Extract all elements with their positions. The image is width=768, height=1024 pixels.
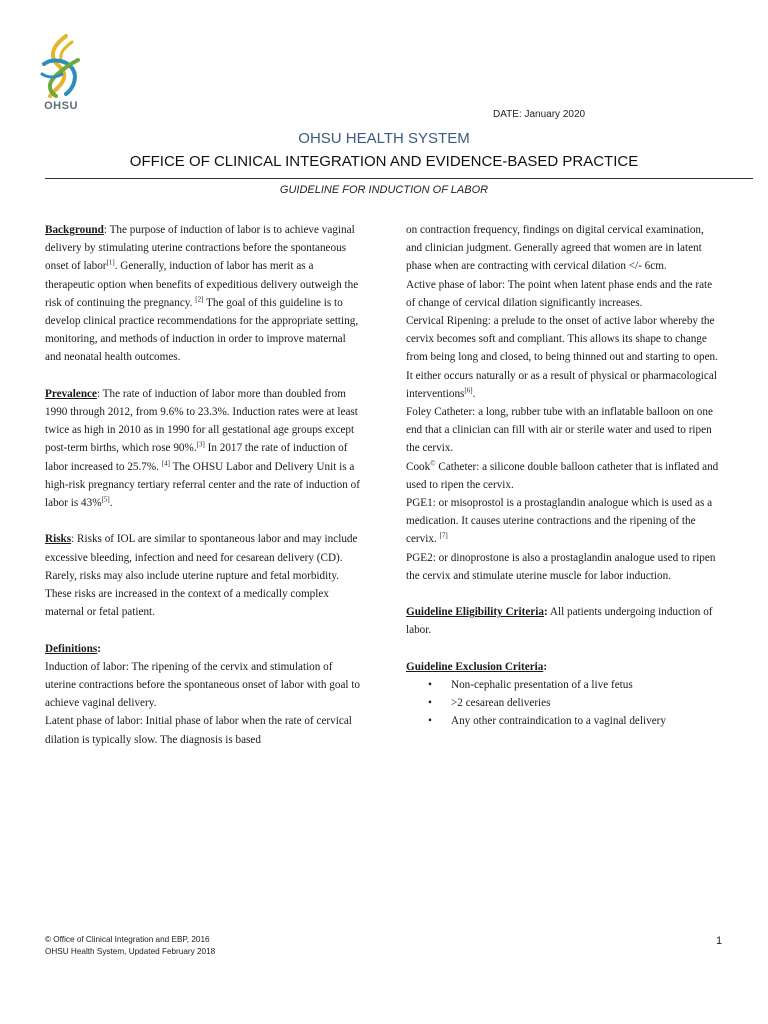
citation-3: [3] <box>196 440 205 449</box>
office-title: OFFICE OF CLINICAL INTEGRATION AND EVIDENCE-BASED PRACTICE <box>129 153 639 170</box>
prevalence-heading: Prevalence <box>45 387 97 400</box>
eligibility-heading: Guideline Eligibility Criteria <box>406 606 544 619</box>
definitions-heading-line <box>45 640 363 658</box>
cook-copyright-mark: © <box>430 458 436 467</box>
footer <box>45 934 215 958</box>
risks-heading: Risks <box>45 533 72 546</box>
eligibility-text: All patients undergoing induction of labor. <box>406 606 713 637</box>
exclusion-heading: Guideline Exclusion Criteria <box>406 660 544 673</box>
ohsu-logo-mark-icon <box>36 34 86 100</box>
list-item <box>406 694 722 712</box>
definition-latent-phase-part-1: Latent phase of labor: Initial phase of labor when the rate of cervical dilation is typically slow. The diagnosis is based <box>45 715 352 746</box>
prevalence-text-2: In 2017 the rate of induction of labor increased to 25.7%. <box>45 442 348 473</box>
background-text-3: The goal of this guideline is to develop clinical practice recommendations for the appropriate setting, monitoring, and methods of induction in order to improve maternal and neonatal health outcomes. <box>45 296 359 364</box>
definitions-colon: : <box>97 642 101 655</box>
definition-pge2: PGE2: or dinoprostone is also a prostaglandin analogue used to ripen the cervix and stimulate uterine muscle for labor induction. <box>406 551 716 582</box>
background-text-2: . Generally, induction of labor has merit as a therapeutic option when benefits of expeditious delivery outweigh the risk of continuing the pregnancy. <box>45 260 359 309</box>
cook-text-2: Catheter: a silicone double balloon catheter that is inflated and used to ripen the cervix. <box>406 460 719 491</box>
ripening-text: Cervical Ripening: a prelude to the onset of active labor whereby the cervix becomes soft and compliant. This allows its shape to change from being long and closed, to being thinned out and starting to open. It either occurs naturally or as a result of physical or pharmacological interventions <box>406 315 718 400</box>
list-item <box>406 712 722 730</box>
prevalence-text-3: The OHSU Labor and Delivery Unit is a high-risk pregnancy tertiary referral center and the rate of induction of labor is 43% <box>45 460 360 510</box>
guideline-title: GUIDELINE FOR INDUCTION OF LABOR <box>279 184 489 196</box>
bullet-icon: • <box>428 715 432 728</box>
right-column <box>406 221 722 731</box>
prevalence-text-1: : The rate of induction of labor more than doubled from 1990 through 2012, from 9.6% to 23.3%. Induction rates were at least twice as high in 2010 as in 1990 for all gestational age groups except post-term births, which rose 90%. <box>45 387 358 455</box>
definitions-heading: Definitions <box>45 642 98 655</box>
prevalence-text-4: . <box>109 497 113 510</box>
definition-latent-phase-part-2: on contraction frequency, findings on digital cervical examination, and clinician judgment. Generally agreed that women are in latent phase when are contracting with cervical dilation </- 6cm. <box>406 224 704 273</box>
footer-updated: OHSU Health System, Updated February 2018 <box>45 947 216 956</box>
definition-pge1 <box>406 494 722 549</box>
document-date: DATE: January 2020 <box>493 109 586 120</box>
list-item <box>406 676 722 694</box>
system-title: OHSU HEALTH SYSTEM <box>298 130 470 147</box>
risks-section <box>45 530 363 621</box>
exclusion-heading-line <box>406 658 722 676</box>
header-divider <box>45 178 753 179</box>
definition-induction: Induction of labor: The ripening of the cervix and stimulation of uterine contractions before the spontaneous onset of labor with goal to achieve vaginal delivery. <box>45 660 361 710</box>
pge1-text: PGE1: or misoprostol is a prostaglandin analogue which is used as a medication. It causes uterine contractions and the ripening of the cervix. <box>406 497 713 546</box>
definition-cook-catheter <box>406 458 722 494</box>
exclusion-colon: : <box>543 660 548 673</box>
eligibility-section <box>406 603 722 639</box>
citation-4: [4] <box>161 458 170 467</box>
citation-1: [1] <box>106 258 115 267</box>
eligibility-colon: : <box>543 606 548 619</box>
background-section <box>45 221 363 367</box>
bullet-icon: • <box>428 679 432 692</box>
left-column <box>45 221 363 749</box>
cook-text-1: Cook <box>406 460 431 473</box>
list-item-text: Any other contraindication to a vaginal delivery <box>451 715 666 728</box>
ripening-end: . <box>472 387 476 400</box>
citation-2: [2] <box>195 295 204 304</box>
definition-foley-catheter: Foley Catheter: a long, rubber tube with an inflatable balloon on one end that a clinician can fill with air or sterile water and used to ripen the cervix. <box>406 406 713 455</box>
background-heading: Background <box>45 224 104 236</box>
citation-7: [7] <box>439 531 448 540</box>
citation-6: [6] <box>464 386 473 395</box>
definition-active-phase: Active phase of labor: The point when latent phase ends and the rate of change of cervical dilation significantly increases. <box>406 278 713 309</box>
logo-text: OHSU <box>44 100 78 112</box>
prevalence-section <box>45 385 363 512</box>
background-text-1: : The purpose of induction of labor is to achieve vaginal delivery by stimulating uterine contractions before the spontaneous onset of labor <box>45 224 355 273</box>
page-number: 1 <box>716 935 723 947</box>
risks-text: : Risks of IOL are similar to spontaneous labor and may include excessive bleeding, infection and need for cesarean delivery (CD). Rarely, risks may also include uterine rupture and fetal morbidity. These risks are increased in the context of a medically complex maternal or fetal patient. <box>45 533 358 619</box>
bullet-icon: • <box>428 697 432 710</box>
definition-cervical-ripening <box>406 312 722 403</box>
list-item-text: Non-cephalic presentation of a live fetus <box>451 679 633 692</box>
ohsu-logo <box>36 34 86 112</box>
list-item-text: >2 cesarean deliveries <box>451 697 551 710</box>
exclusion-list <box>406 676 722 731</box>
footer-copyright: © Office of Clinical Integration and EBP, 2016 <box>45 935 210 944</box>
citation-5: [5] <box>101 495 110 504</box>
